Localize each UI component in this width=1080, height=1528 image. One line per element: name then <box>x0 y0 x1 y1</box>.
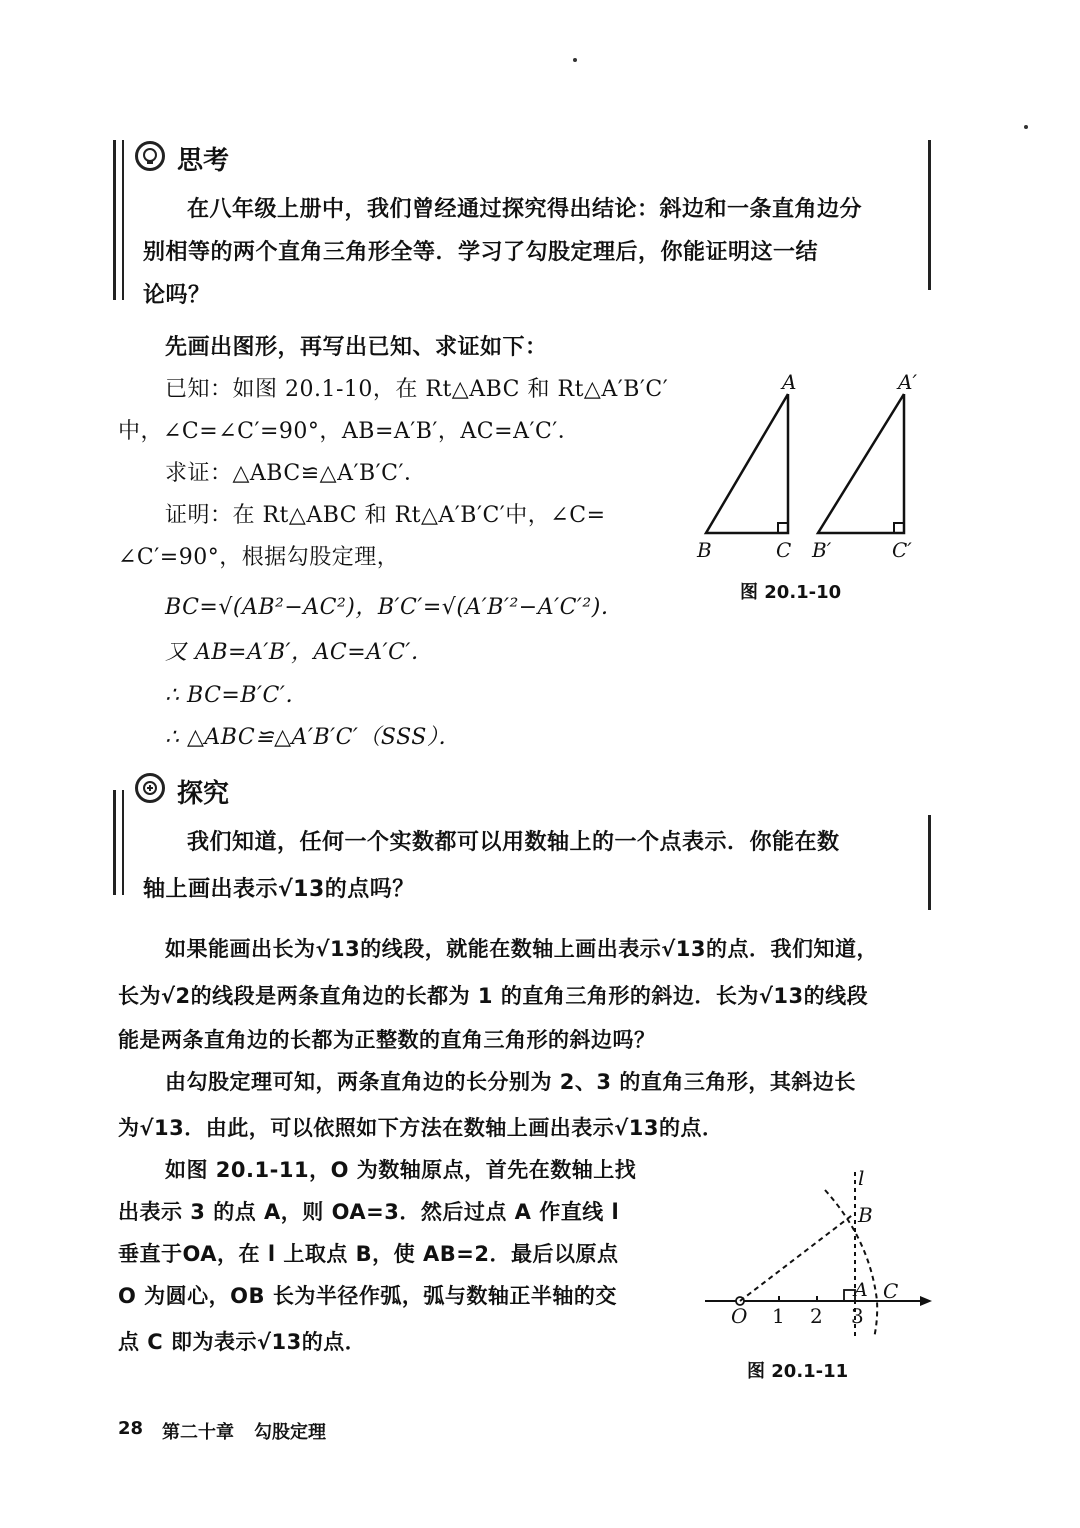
fig2-label-C: C <box>883 1279 899 1303</box>
fig1-label-C-prime: C′ <box>892 538 912 562</box>
body-line-5: 为√13．由此，可以依照如下方法在数轴上画出表示√13的点． <box>118 1116 724 1140</box>
explore-box-left-bar-inner <box>122 790 124 895</box>
page-number: 28 <box>118 1418 144 1439</box>
think-line-2: 别相等的两个直角三角形全等．学习了勾股定理后，你能证明这一结 <box>143 240 819 265</box>
think-icon <box>135 141 165 171</box>
proof-line-1: 先画出图形，再写出已知、求证如下： <box>165 335 548 360</box>
proof-line-10: ∴ △ABC≌△A′B′C′（SSS）． <box>165 725 461 750</box>
think-line-3: 论吗？ <box>143 283 211 308</box>
explore-box-right-bar <box>928 815 931 910</box>
fig1-label-A-prime: A′ <box>898 370 917 394</box>
explore-icon <box>135 773 165 803</box>
fig2-label-B: B <box>858 1203 873 1227</box>
proof-line-4: 求证：△ABC≌△A′B′C′． <box>165 461 427 486</box>
scan-speck <box>573 58 577 62</box>
figure-20-1-11-caption: 图 20.1-11 <box>747 1361 849 1382</box>
proof-line-9: ∴ BC=B′C′． <box>165 683 308 708</box>
proof-line-3: 中，∠C=∠C′=90°，AB=A′B′，AC=A′C′． <box>118 419 581 444</box>
fig2-label-O: O <box>731 1304 748 1328</box>
fig1-label-C: C <box>776 538 792 562</box>
proof-line-6: ∠C′=90°，根据勾股定理， <box>118 545 400 570</box>
explore-line-2: 轴上画出表示√13的点吗？ <box>143 877 415 902</box>
chapter-label: 第二十章 <box>162 1422 234 1443</box>
body-line-4: 由勾股定理可知，两条直角边的长分别为 2、3 的直角三角形，其斜边长 <box>165 1070 856 1094</box>
fig2-tick-3: 3 <box>851 1304 864 1328</box>
chapter-title: 勾股定理 <box>254 1422 326 1443</box>
think-box-right-bar <box>928 140 931 290</box>
body-line-1: 如果能画出长为√13的线段，就能在数轴上画出表示√13的点．我们知道， <box>165 937 878 961</box>
think-box-left-bar <box>113 140 116 300</box>
body-line-10: 点 C 即为表示√13的点． <box>118 1330 367 1354</box>
scan-speck <box>1024 125 1028 129</box>
body-line-2: 长为√2的线段是两条直角边的长都为 1 的直角三角形的斜边．长为√13的线段 <box>118 984 869 1008</box>
think-title: 思考 <box>177 146 230 176</box>
proof-line-7: BC=√(AB²−AC²)，B′C′=√(A′B′²−A′C′²)． <box>165 595 624 620</box>
fig2-label-A: A <box>854 1279 868 1301</box>
fig1-label-B: B <box>697 538 712 562</box>
explore-box-left-bar <box>113 790 116 895</box>
explore-line-1: 我们知道，任何一个实数都可以用数轴上的一个点表示．你能在数 <box>187 830 840 855</box>
fig1-label-B-prime: B′ <box>812 538 832 562</box>
fig1-label-A: A <box>782 370 797 394</box>
body-line-9: O 为圆心，OB 长为半径作弧，弧与数轴正半轴的交 <box>118 1284 617 1308</box>
think-line-1: 在八年级上册中，我们曾经通过探究得出结论：斜边和一条直角边分 <box>187 197 863 222</box>
explore-title: 探究 <box>177 779 230 809</box>
think-box-left-bar-inner <box>122 140 124 300</box>
body-line-6: 如图 20.1-11，O 为数轴原点，首先在数轴上找 <box>165 1158 637 1182</box>
proof-line-8: 又 AB=A′B′，AC=A′C′． <box>165 640 434 665</box>
body-line-3: 能是两条直角边的长都为正整数的直角三角形的斜边吗？ <box>118 1028 656 1052</box>
body-line-8: 垂直于OA，在 l 上取点 B，使 AB=2．最后以原点 <box>118 1242 619 1266</box>
fig2-label-l: l <box>858 1166 865 1190</box>
proof-line-2: 已知：如图 20.1-10，在 Rt△ABC 和 Rt△A′B′C′ <box>165 377 669 402</box>
body-line-7: 出表示 3 的点 A，则 OA=3．然后过点 A 作直线 l <box>118 1200 620 1224</box>
fig2-tick-2: 2 <box>810 1304 823 1328</box>
fig2-tick-1: 1 <box>772 1304 785 1328</box>
figure-20-1-10-caption: 图 20.1-10 <box>740 582 842 603</box>
proof-line-5: 证明：在 Rt△ABC 和 Rt△A′B′C′中，∠C= <box>165 503 606 528</box>
